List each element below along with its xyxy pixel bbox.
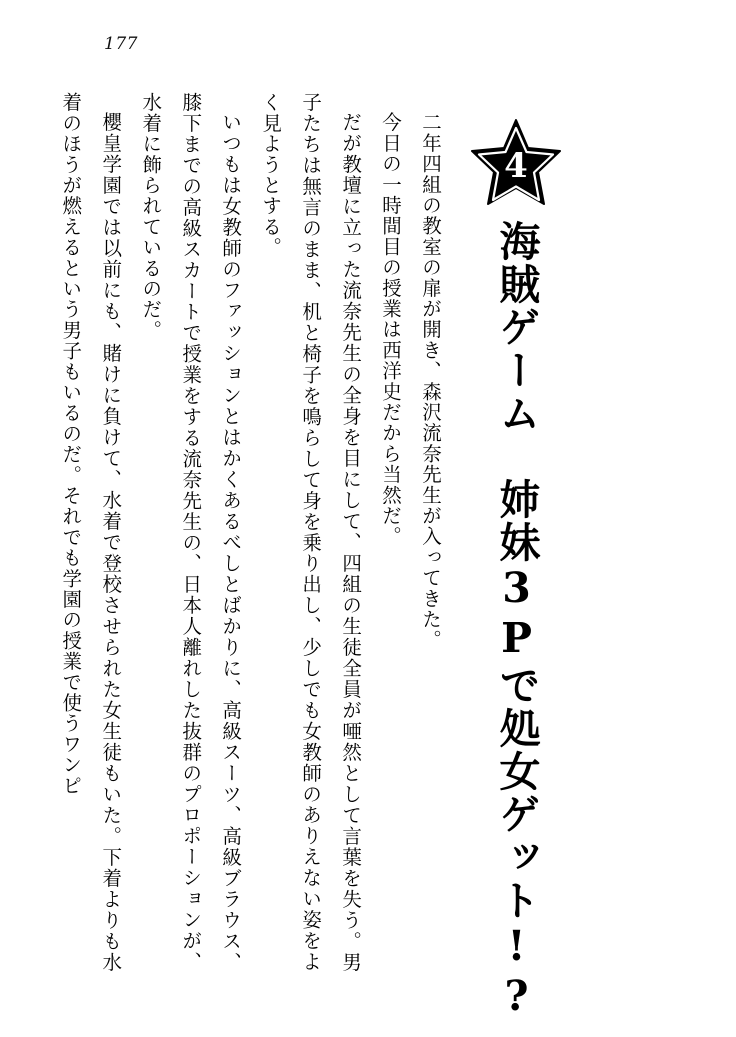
paragraph: 櫻皇学園では以前にも、賭けに負けて、水着で登校させられた女生徒もいた。下着よりも水着のほうが燃えるという男子もいるのだ。それでも学園の授業で使うワンピ (59, 92, 123, 972)
star-icon (468, 118, 564, 210)
paragraph: いつもは女教師のファッションとはかくあるべしとばかりに、高級スーツ、高級ブラウス、膝下までの高級スカートで授業をする流奈先生の、日本人離れした抜群のプロポーションが、水着に飾られているのだ。 (139, 92, 243, 972)
body-text (59, 92, 450, 972)
chapter-heading (466, 118, 566, 1022)
paragraph: だが教壇に立った流奈先生の全身を目にして、四組の生徒全員が唖然として言葉を失う。男子たちは無言のまま、机と椅子を鳴らして身を乗り出し、少しでも女教師のありえない姿をよく見ようとする。 (259, 92, 363, 972)
chapter-title: 海賊ゲーム 姉妹3Pで処女ゲット!? (492, 220, 541, 1022)
paragraph: 今日の一時間目の授業は西洋史だから当然だ。 (379, 111, 403, 547)
chapter-number: 4 (504, 146, 528, 186)
paragraph: 二年四組の教室の扉が開き、森沢流奈先生が入ってきた。 (419, 111, 442, 650)
page-number: 177 (104, 34, 138, 54)
